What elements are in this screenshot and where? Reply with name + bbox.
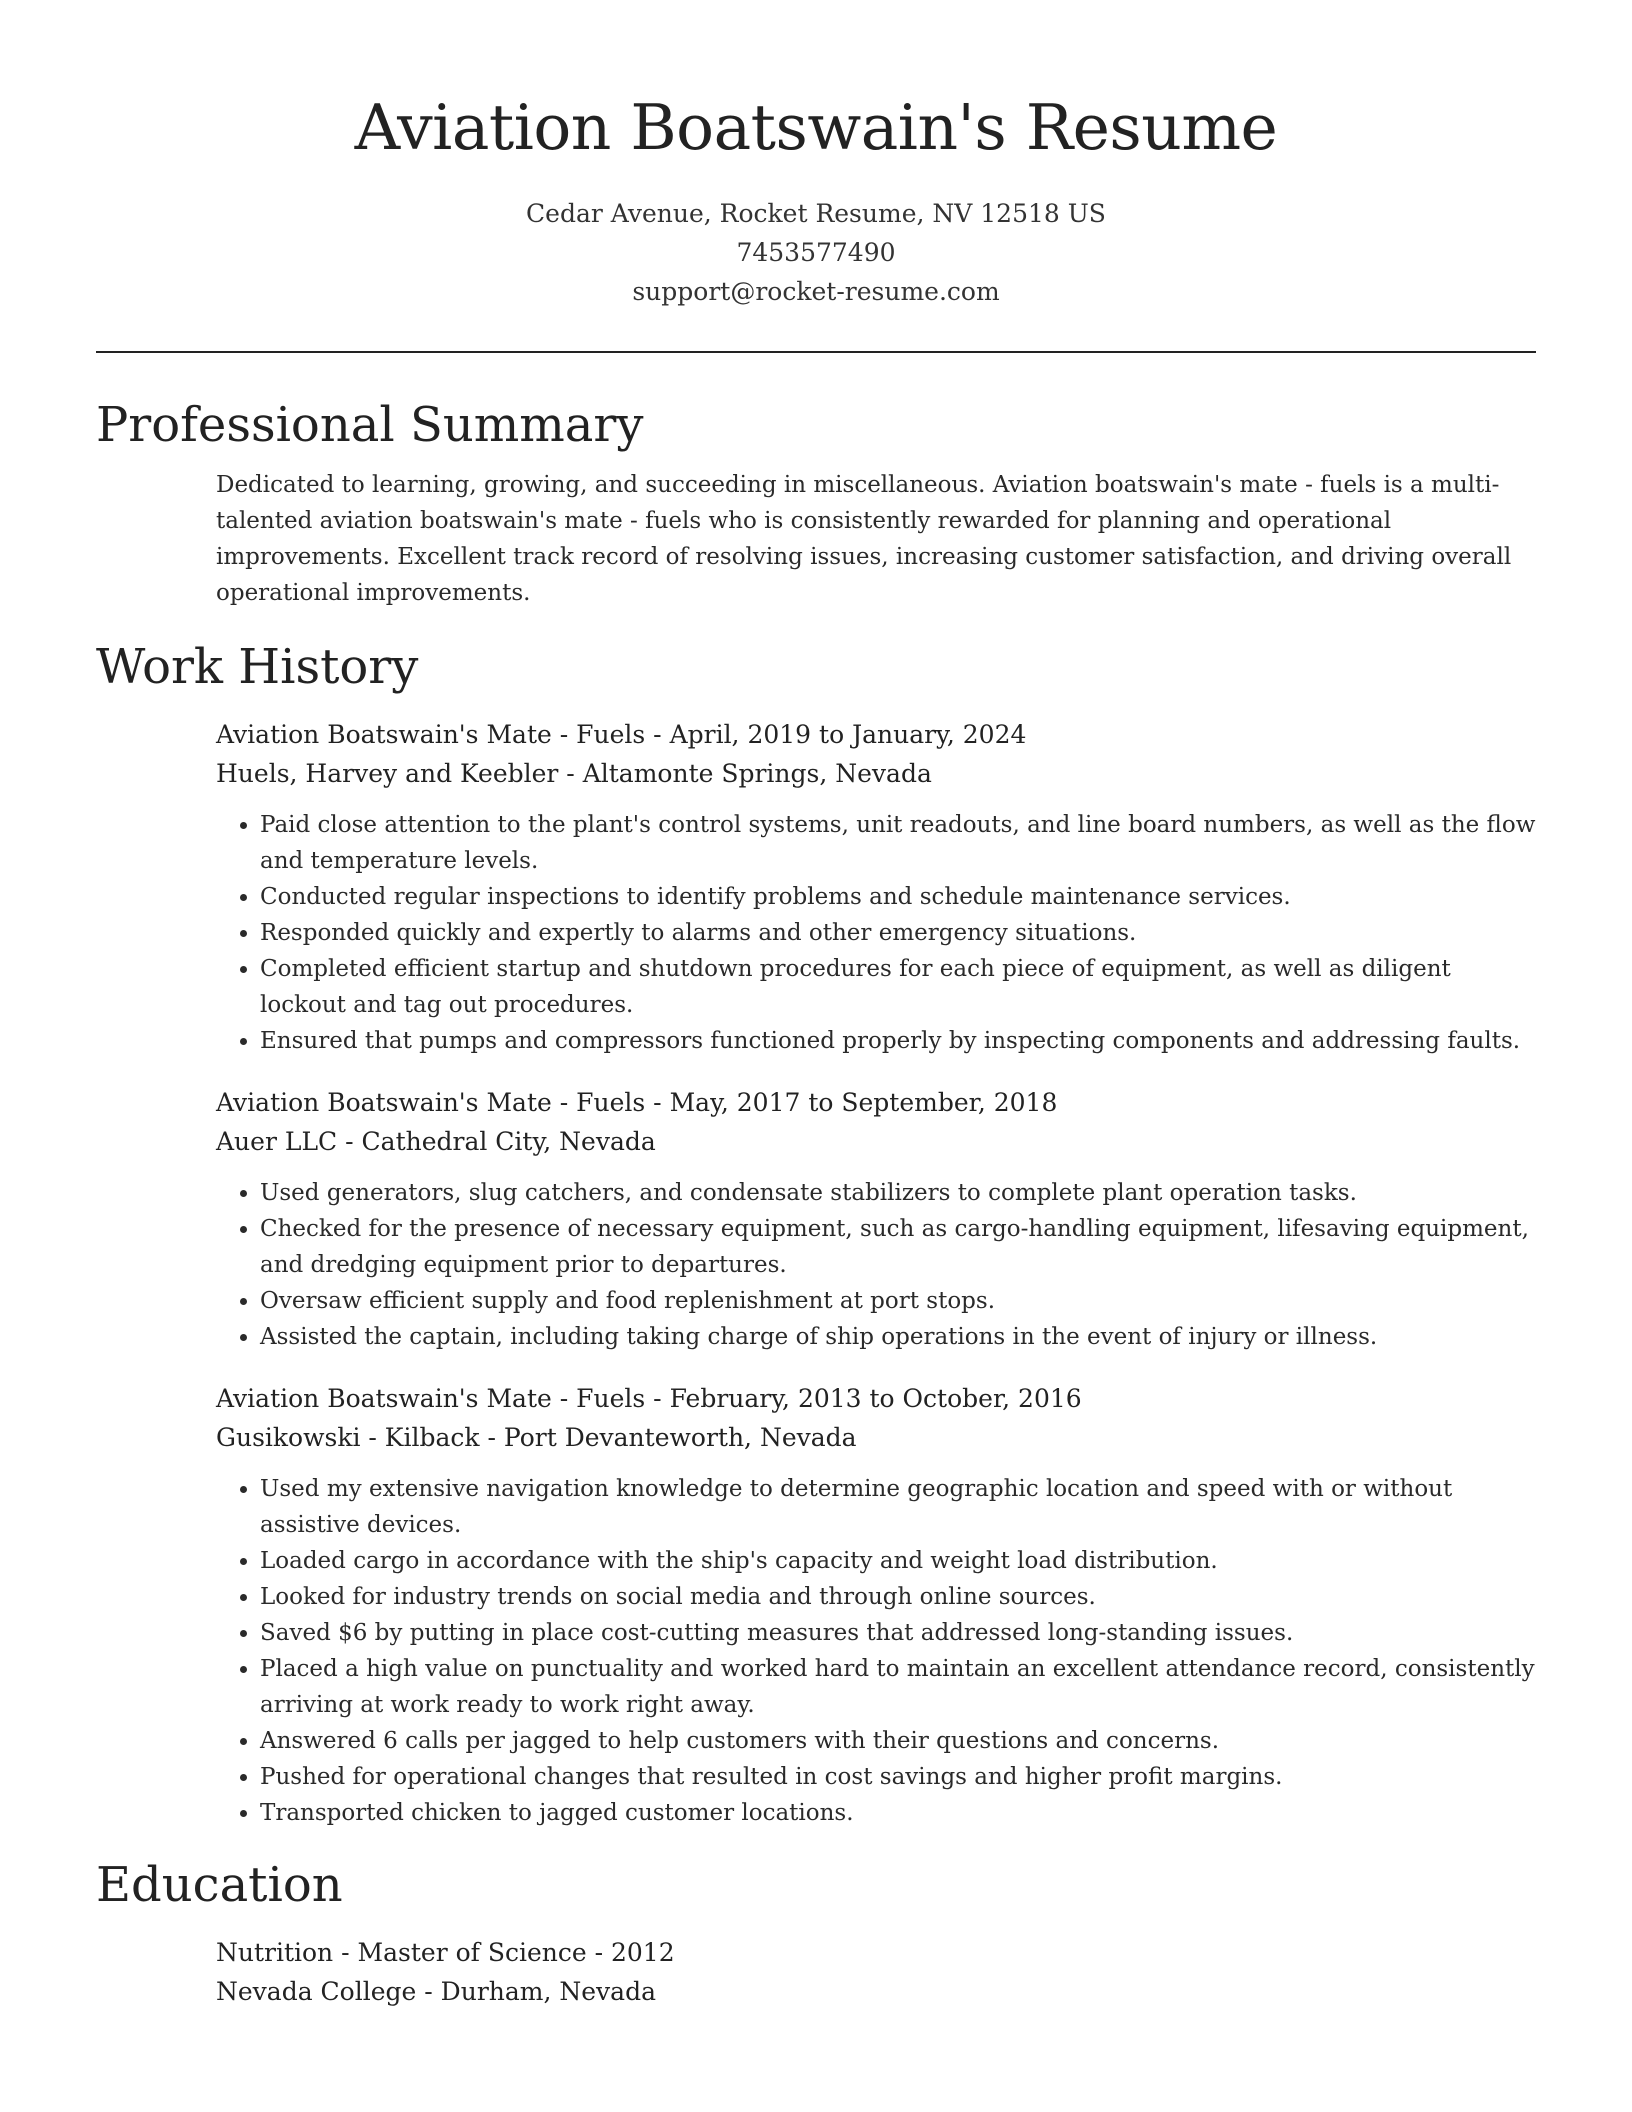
job-company: Gusikowski - Kilback [216, 1423, 480, 1452]
header-divider [96, 351, 1536, 353]
list-item: • Loaded cargo in accordance with the ship's capacity and weight load distribution. [260, 1543, 1536, 1579]
contact-block [0, 194, 1632, 311]
job-dates: May, 2017 to September, 2018 [669, 1088, 1058, 1117]
job-title-line: Aviation Boatswain's Mate - Fuels - April, 2019 to January, 2024 [216, 720, 1027, 749]
education-school: Nevada College [216, 1977, 417, 2006]
job-entry [216, 715, 1536, 1059]
job-title-line: Aviation Boatswain's Mate - Fuels - May, 2017 to September, 2018 [216, 1088, 1058, 1117]
list-item: • Used generators, slug catchers, and condensate stabilizers to complete plant operation tasks. [260, 1175, 1536, 1211]
list-item: • Checked for the presence of necessary equipment, such as cargo-handling equipment, lifesaving equipment, and dredging equipment prior to departures. [260, 1211, 1536, 1283]
contact-address: Cedar Avenue, Rocket Resume, NV 12518 US [526, 199, 1106, 228]
education-heading: Education [96, 1857, 343, 1913]
job-bullet-list [216, 1175, 1536, 1355]
job-location: Altamonte Springs, Nevada [582, 759, 932, 788]
job-company-line: Gusikowski - Kilback - Port Devanteworth, Nevada [216, 1423, 857, 1452]
list-item: • Pushed for operational changes that resulted in cost savings and higher profit margins. [260, 1759, 1536, 1795]
education-degree-line: Nutrition - Master of Science - 2012 [216, 1938, 675, 1967]
resume-title: Aviation Boatswain's Resume [354, 91, 1278, 164]
education-entry [216, 1933, 1536, 2011]
education-year: 2012 [611, 1938, 675, 1967]
job-bullet-list [216, 1471, 1536, 1831]
job-entry [216, 1379, 1536, 1831]
education-location: Durham, Nevada [440, 1977, 656, 2006]
contact-phone: 7453577490 [736, 238, 896, 267]
list-item: • Responded quickly and expertly to alarms and other emergency situations. [260, 915, 1536, 951]
job-title: Aviation Boatswain's Mate - Fuels [216, 1088, 646, 1117]
summary-heading: Professional Summary [96, 397, 644, 453]
list-item: • Paid close attention to the plant's control systems, unit readouts, and line board numbers, as well as the flow and temperature levels. [260, 807, 1536, 879]
job-location: Cathedral City, Nevada [361, 1127, 656, 1156]
work-history-heading: Work History [96, 639, 419, 695]
list-item: • Transported chicken to jagged customer locations. [260, 1795, 1536, 1831]
list-item: • Used my extensive navigation knowledge to determine geographic location and speed with or without assistive devices. [260, 1471, 1536, 1543]
job-dates: April, 2019 to January, 2024 [669, 720, 1027, 749]
education-degree: Master of Science [357, 1938, 587, 1967]
list-item: • Saved $6 by putting in place cost-cutting measures that addressed long-standing issues. [260, 1615, 1536, 1651]
resume-header [0, 0, 1632, 311]
list-item: • Looked for industry trends on social media and through online sources. [260, 1579, 1536, 1615]
list-item: • Ensured that pumps and compressors functioned properly by inspecting components and addressing faults. [260, 1023, 1536, 1059]
work-history-section [96, 637, 1536, 1831]
job-company: Auer LLC [216, 1127, 338, 1156]
list-item: • Oversaw efficient supply and food replenishment at port stops. [260, 1283, 1536, 1319]
job-location: Port Devanteworth, Nevada [503, 1423, 857, 1452]
list-item: • Conducted regular inspections to identify problems and schedule maintenance services. [260, 879, 1536, 915]
list-item: • Placed a high value on punctuality and worked hard to maintain an excellent attendance record, consistently arriving at work ready to work right away. [260, 1651, 1536, 1723]
education-section [96, 1855, 1536, 2011]
list-item: • Assisted the captain, including taking charge of ship operations in the event of injury or illness. [260, 1319, 1536, 1355]
job-title: Aviation Boatswain's Mate - Fuels [216, 720, 646, 749]
job-company-line: Huels, Harvey and Keebler - Altamonte Springs, Nevada [216, 759, 932, 788]
job-title-line: Aviation Boatswain's Mate - Fuels - February, 2013 to October, 2016 [216, 1384, 1082, 1413]
job-company: Huels, Harvey and Keebler [216, 759, 559, 788]
summary-section [96, 395, 1536, 611]
jobs-list [216, 715, 1536, 1831]
job-dates: February, 2013 to October, 2016 [669, 1384, 1082, 1413]
education-field: Nutrition [216, 1938, 334, 1967]
contact-email: support@rocket-resume.com [632, 277, 1000, 306]
job-title: Aviation Boatswain's Mate - Fuels [216, 1384, 646, 1413]
education-school-line: Nevada College - Durham, Nevada [216, 1977, 656, 2006]
job-company-line: Auer LLC - Cathedral City, Nevada [216, 1127, 656, 1156]
list-item: • Completed efficient startup and shutdown procedures for each piece of equipment, as well as diligent lockout and tag out procedures. [260, 951, 1536, 1023]
summary-text: Dedicated to learning, growing, and succeeding in miscellaneous. Aviation boatswain's mate - fuels is a multi-talented aviation boatswain's mate - fuels who is consistently rewarded for planning and operational improvements. Excellent track record of resolving issues, increasing customer satisfaction, and driving overall operational improvements. [216, 472, 1512, 606]
job-entry [216, 1083, 1536, 1355]
job-bullet-list [216, 807, 1536, 1059]
list-item: • Answered 6 calls per jagged to help customers with their questions and concerns. [260, 1723, 1536, 1759]
